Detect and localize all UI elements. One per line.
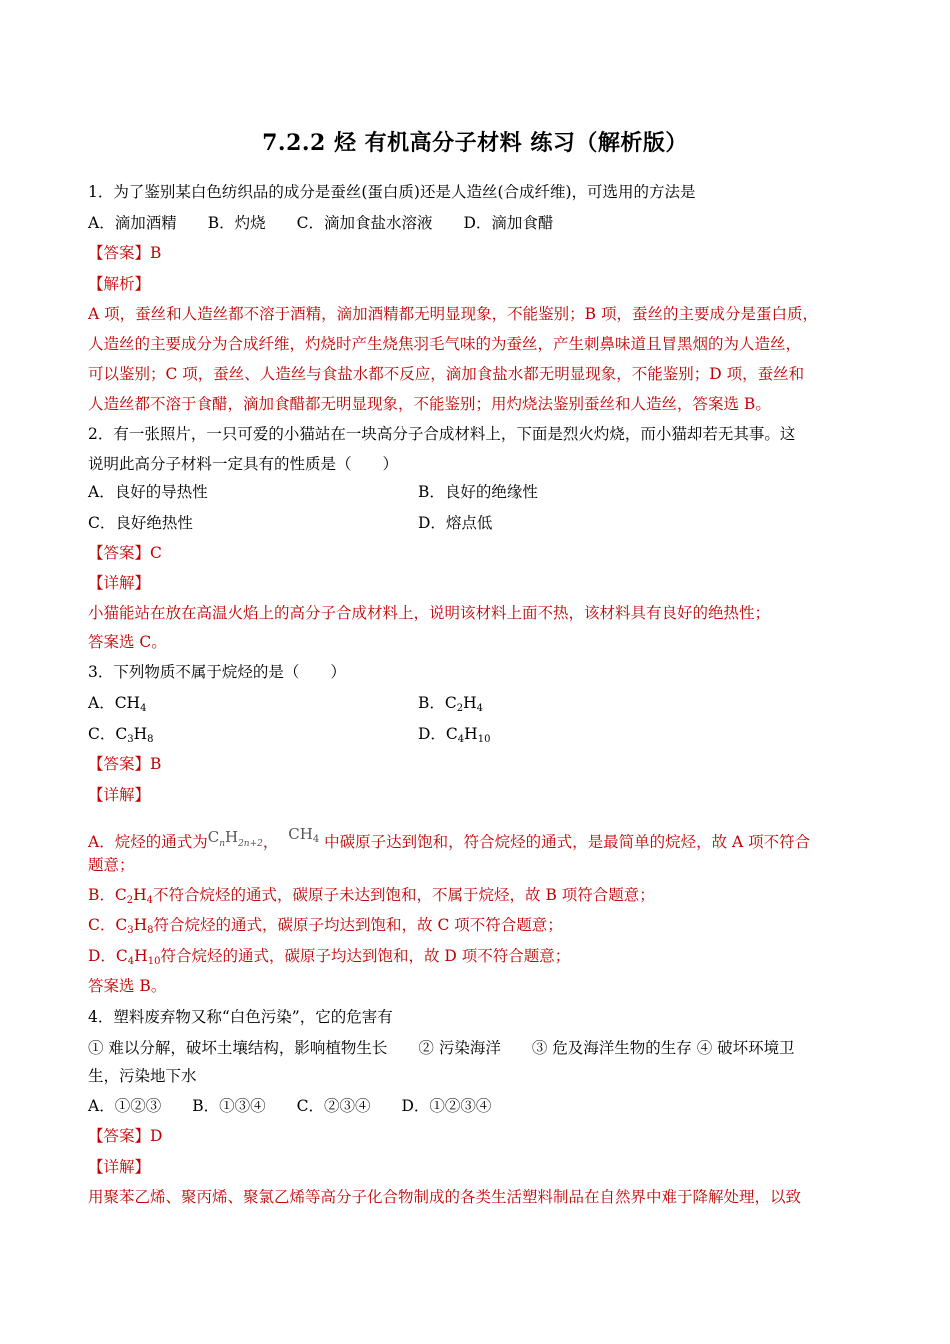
q3-conclusion: 答案选 B。 [88,977,167,995]
q1-analysis-line: 人造丝的主要成分为合成纤维，灼烧时产生烧焦羽毛气味的为蚕丝，产生刺鼻味道且冒黑烟的为人造丝， [88,335,802,353]
q3-stem: 3．下列物质不属于烷烃的是（ ） [88,663,346,681]
q3-option-a: A．$CH_4$ [88,694,147,714]
q2-detail-label: 【详解】 [88,574,151,592]
q2-detail-line: 小猫能站在放在高温火焰上的高分子合成材料上，说明该材料上面不热，该材料具有良好的绝热性； [88,604,771,622]
q2-answer: 【答案】C [88,544,162,562]
q3-answer: 【答案】B [88,755,162,773]
q3-option-d: D．$C_4H_{10}$ [418,725,491,745]
q3-detail-line-a: A．烷烃的通式为$C_nH_{2n+2}$， $CH_4$ 中碳原子达到饱和，符合烷烃的通式，是最简单的烷烃，故 A 项不符合 [88,824,810,854]
q4-items-line: 生，污染地下水 [88,1067,197,1085]
q2-option-a: A．良好的导热性 [88,483,208,501]
q3-detail-line-c: C．$C_3H_8$符合烷烃的通式，碳原子均达到饱和，故 C 项不符合题意； [88,916,563,936]
q4-options: A．①②③ B．①③④ C．②③④ D．①②③④ [88,1097,492,1115]
q1-stem: 1．为了鉴别某白色纺织品的成分是蚕丝(蛋白质)还是人造丝(合成纤维)，可选用的方法是 [88,183,696,201]
q2-option-b: B．良好的绝缘性 [418,483,538,501]
q1-analysis-line: 人造丝都不溶于食醋，滴加食醋都无明显现象，不能鉴别；用灼烧法鉴别蚕丝和人造丝，答案选 B。 [88,395,771,413]
q4-detail-label: 【详解】 [88,1158,151,1176]
page-title: 7.2.2 烃 有机高分子材料 练习（解析版） [262,130,688,156]
q2-stem-line: 2．有一张照片，一只可爱的小猫站在一块高分子合成材料上，下面是烈火灼烧，而小猫却若无其事。这 [88,425,796,443]
q3-option-b: B．$C_2H_4$ [418,694,484,714]
q2-option-c: C．良好绝热性 [88,514,193,532]
q3-detail-line-a-cont: 题意； [88,856,135,874]
q2-detail-line: 答案选 C。 [88,633,167,651]
q3-detail-line-d: D．$C_4H_{10}$符合烷烃的通式，碳原子均达到饱和，故 D 项不符合题意； [88,947,571,967]
q1-analysis-line: A 项，蚕丝和人造丝都不溶于酒精，滴加酒精都无明显现象，不能鉴别；B 项，蚕丝的主要成分是蛋白质， [88,305,818,323]
q1-answer: 【答案】B [88,244,162,262]
q4-items-line: ① 难以分解，破坏土壤结构，影响植物生长 ② 污染海洋 ③ 危及海洋生物的生存 ④ 破坏环境卫 [88,1039,795,1057]
q2-option-d: D．熔点低 [418,514,493,532]
q3-detail-label: 【详解】 [88,786,151,804]
q4-stem: 4．塑料废弃物又称“白色污染”，它的危害有 [88,1008,393,1026]
q2-stem-line: 说明此高分子材料一定具有的性质是（ ） [88,455,399,473]
q4-answer: 【答案】D [88,1127,163,1145]
q3-detail-line-b: B．$C_2H_4$不符合烷烃的通式，碳原子未达到饱和，不属于烷烃，故 B 项符合题意； [88,886,655,906]
q1-analysis-label: 【解析】 [88,275,151,293]
methane-formula: $CH_4$ [288,825,320,845]
q1-options: A．滴加酒精 B．灼烧 C．滴加食盐水溶液 D．滴加食醋 [88,214,554,232]
alkane-general-formula: $C_nH_{2n+2}$ [207,828,263,849]
q3-option-c: C．$C_3H_8$ [88,725,154,745]
q4-detail-line: 用聚苯乙烯、聚丙烯、聚氯乙烯等高分子化合物制成的各类生活塑料制品在自然界中难于降解处理，以致 [88,1188,802,1206]
q1-analysis-line: 可以鉴别；C 项，蚕丝、人造丝与食盐水都不反应，滴加食盐水都无明显现象，不能鉴别；D 项，蚕丝和 [88,365,805,383]
